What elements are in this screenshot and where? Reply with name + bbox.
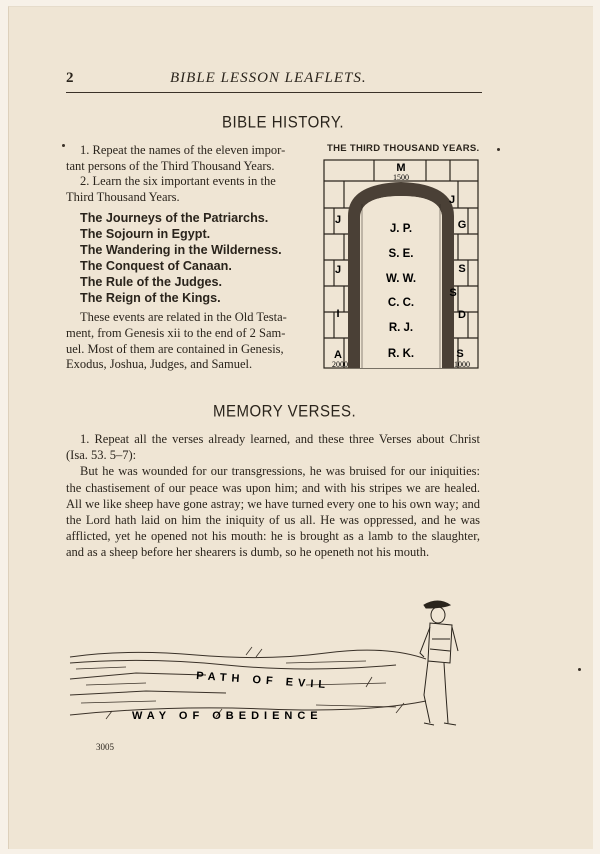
right-letter: S (456, 348, 464, 360)
diagram-title: THE THIRD THOUSAND YEARS. (327, 143, 480, 154)
paragraph-events (66, 174, 310, 206)
paragraph-sources (66, 310, 310, 373)
event-item: The Reign of the Kings. (80, 291, 221, 305)
way-of-obedience-label: WAY OF OBEDIENCE (132, 710, 323, 722)
page-header (66, 70, 482, 93)
text-line: Third Thousand Years. (66, 189, 180, 204)
path-of-evil-label: PATH OF EVIL (195, 670, 331, 692)
text-line: Exodus, Joshua, Judges, and Samuel. (66, 357, 253, 372)
print-mark (62, 144, 65, 147)
text-line: tant persons of the Third Thousand Years. (66, 158, 275, 173)
left-letter: A (334, 349, 342, 361)
memory-verses-heading: MEMORY VERSES. (213, 402, 357, 421)
bible-history-heading: BIBLE HISTORY. (222, 113, 345, 132)
center-label: R. J. (388, 322, 414, 334)
memory-verses-body (66, 431, 480, 561)
verses-intro: 1. Repeat all the verses already learned, and these three Verses about Christ (Isa. 53. 5–7): (66, 432, 480, 463)
text-line: These events are related in the Old Testa- (80, 310, 287, 324)
left-letter: J (334, 214, 342, 226)
page-number: 2 (66, 70, 74, 86)
right-letter: S (449, 287, 457, 299)
center-label: S. E. (388, 248, 414, 260)
event-item: The Rule of the Judges. (80, 275, 223, 289)
leaflet-code: 3005 (96, 742, 114, 752)
top-letter: M (396, 162, 406, 174)
events-list (80, 210, 282, 306)
tower-diagram (322, 156, 480, 372)
running-title: BIBLE LESSON LEAFLETS. (170, 70, 367, 86)
center-label: R. K. (387, 348, 415, 360)
print-mark (497, 148, 500, 151)
paragraph-persons (66, 143, 310, 175)
right-letter: G (457, 219, 467, 231)
bottom-right-year: 1000 (454, 360, 470, 369)
print-mark (578, 668, 581, 671)
horizon-line (70, 650, 426, 659)
text-line: ment, from Genesis xii to the end of 2 Sam- (66, 325, 286, 340)
event-item: The Wandering in the Wilderness. (80, 243, 282, 257)
event-item: The Sojourn in Egypt. (80, 227, 211, 241)
event-item: The Journeys of the Patriarchs. (80, 211, 269, 225)
text-line: uel. Most of them are contained in Genesis, (66, 341, 284, 356)
center-label: W. W. (385, 273, 417, 285)
top-year: 1500 (393, 173, 409, 182)
text-line: 2. Learn the six important events in the (80, 174, 276, 188)
center-label: J. P. (389, 223, 413, 235)
bottom-left-year: 2000 (332, 360, 348, 369)
left-letter: J (334, 264, 342, 276)
left-letter: I (336, 308, 340, 320)
verses-text: But he was wounded for our transgressions, he was bruised for our iniquities: the chastisement of our peace was upon him; and with his stripes we are healed. All we like sheep have gone astray; we have turned every one to his own way; and the Lord hath laid on him the iniquity of us all. He was oppressed, and he was afflicted, yet he opened not his mouth: he is brought as a lamb to the slaughter, and as a sheep before her shearers is dumb, so he openeth not his mouth. (66, 464, 480, 560)
boy-figure (420, 601, 458, 725)
text-line: 1. Repeat the names of the eleven impor- (80, 143, 286, 157)
right-letter: D (458, 309, 466, 321)
path-illustration (66, 595, 486, 735)
event-item: The Conquest of Canaan. (80, 259, 232, 273)
right-letter: J (448, 194, 456, 206)
center-label: C. C. (387, 297, 415, 309)
right-letter: S (458, 263, 466, 275)
